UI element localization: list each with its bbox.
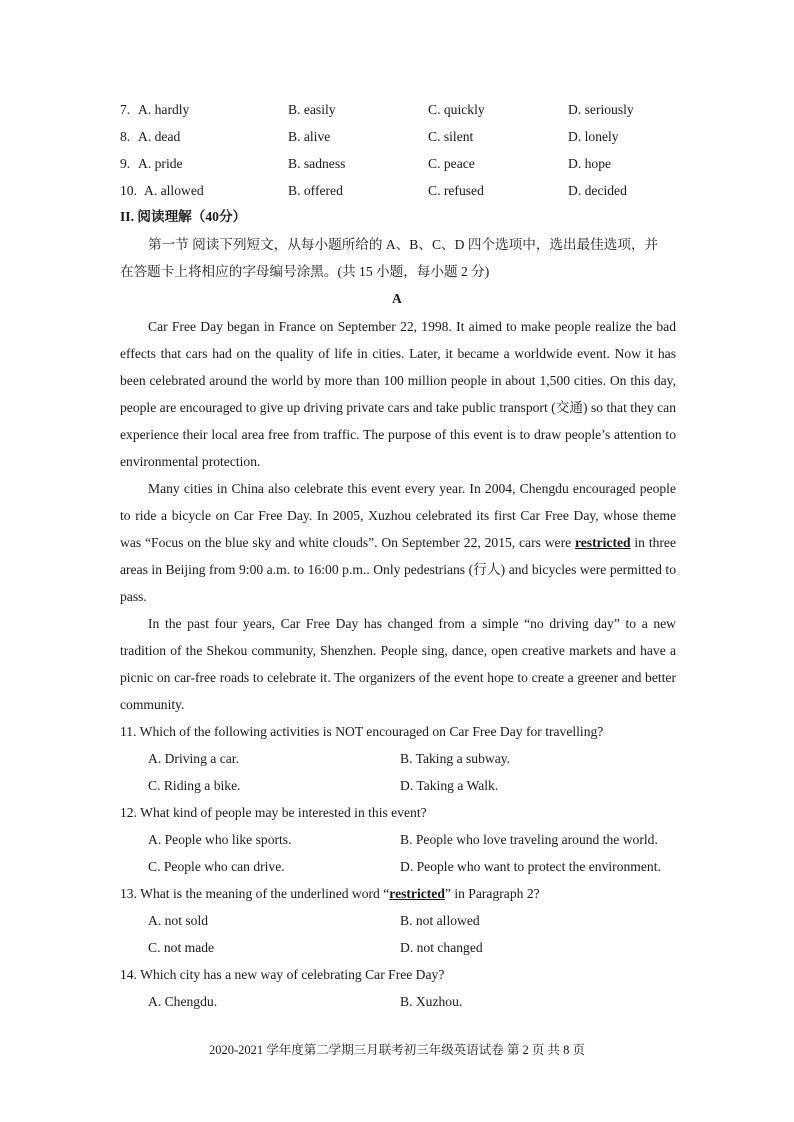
question-13-option-b: B. not allowed (400, 913, 480, 928)
paragraph-text: Many cities in China also celebrate this event every year. In 2004, Chengdu encouraged people to ride a bicycle on Car Free Day. In 2005, Xuzhou celebrated its first Car Free Day, whose theme was “Focus on the blue sky and white clouds”. On September 22, 2015, cars were (120, 481, 676, 550)
question-number: 9. (120, 156, 131, 171)
option-a: A. hardly (138, 102, 190, 117)
question-11-option-a: A. Driving a car. (148, 751, 239, 766)
passage-paragraph-3: In the past four years, Car Free Day has changed from a simple “no driving day” to a new tradition of the Shekou community, Shenzhen. People sing, dance, open creative markets and have a picnic on car-free roads to celebrate it. The organizers of the event hope to create a greener and better community. (120, 616, 676, 712)
question-12-option-c: C. People who can drive. (148, 859, 285, 874)
question-11-option-d: D. Taking a Walk. (400, 778, 499, 793)
question-number: 8. (120, 129, 131, 144)
question-13-stem (120, 884, 540, 904)
instruction-line-1: 第一节 阅读下列短文，从每小题所给的 A、B、C、D 四个选项中，选出最佳选项，并 (148, 237, 659, 252)
stem-text: 13. What is the meaning of the underlined word “ (120, 886, 390, 901)
passage-label: A (392, 291, 402, 306)
question-11-stem: 11. Which of the following activities is NOT encouraged on Car Free Day for travelling? (120, 724, 604, 739)
question-number: 7. (120, 102, 131, 117)
paragraph-text: in three areas in Beijing from 9:00 a.m. to 16:00 p.m.. Only pedestrians (行人) and bicycles were permitted to pass. (120, 535, 676, 604)
option-b: B. easily (288, 102, 336, 117)
question-11-option-c: C. Riding a bike. (148, 778, 241, 793)
question-12-option-d: D. People who want to protect the environment. (400, 859, 661, 874)
question-12-stem: 12. What kind of people may be interested in this event? (120, 805, 427, 820)
option-a: A. allowed (144, 183, 204, 198)
option-row-8 (0, 127, 794, 147)
underlined-word: restricted (389, 886, 445, 901)
page-footer: 2020-2021 学年度第二学期三月联考初三年级英语试卷 第 2 页 共 8 页 (208, 1043, 586, 1057)
question-12-option-b: B. People who love traveling around the world. (400, 832, 658, 847)
option-row-9 (0, 154, 794, 174)
question-number: 10. (120, 183, 137, 198)
question-14-stem: 14. Which city has a new way of celebrating Car Free Day? (120, 967, 445, 982)
option-d: D. lonely (568, 129, 619, 144)
question-12-option-a: A. People who like sports. (148, 832, 292, 847)
question-14-option-b: B. Xuzhou. (400, 994, 463, 1009)
underlined-word: restricted (574, 535, 631, 550)
option-c: C. silent (428, 129, 474, 144)
passage-paragraph-2 (120, 475, 676, 610)
question-13-option-c: C. not made (148, 940, 215, 955)
option-d: D. seriously (568, 102, 634, 117)
question-13-option-d: D. not changed (400, 940, 483, 955)
stem-text: ” in Paragraph 2? (444, 886, 540, 901)
option-a: A. dead (138, 129, 181, 144)
option-row-10 (0, 181, 794, 201)
option-row-7 (0, 100, 794, 120)
question-14-option-a: A. Chengdu. (148, 994, 218, 1009)
option-a: A. pride (138, 156, 183, 171)
option-d: D. decided (568, 183, 627, 198)
option-c: C. peace (428, 156, 475, 171)
question-13-option-a: A. not sold (148, 913, 209, 928)
option-c: C. quickly (428, 102, 485, 117)
instruction-line-2: 在答题卡上将相应的字母编号涂黑。(共 15 小题，每小题 2 分) (120, 264, 490, 279)
option-b: B. offered (288, 183, 343, 198)
option-b: B. alive (288, 129, 331, 144)
passage-paragraph-1: Car Free Day began in France on September 22, 1998. It aimed to make people realize the bad effects that cars had on the quality of life in cities. Later, it became a worldwide event. Now it has been celebrated around the world by more than 100 million people in about 1,500 cities. On this day, people are encouraged to give up driving private cars and take public transport (交通) so that they can experience their local area free from traffic. The purpose of this event is to draw people’s attention to environmental protection. (120, 319, 676, 469)
section-heading: II. 阅读理解（40分） (120, 209, 247, 224)
option-d: D. hope (568, 156, 612, 171)
option-c: C. refused (428, 183, 484, 198)
question-11-option-b: B. Taking a subway. (400, 751, 511, 766)
option-b: B. sadness (288, 156, 346, 171)
